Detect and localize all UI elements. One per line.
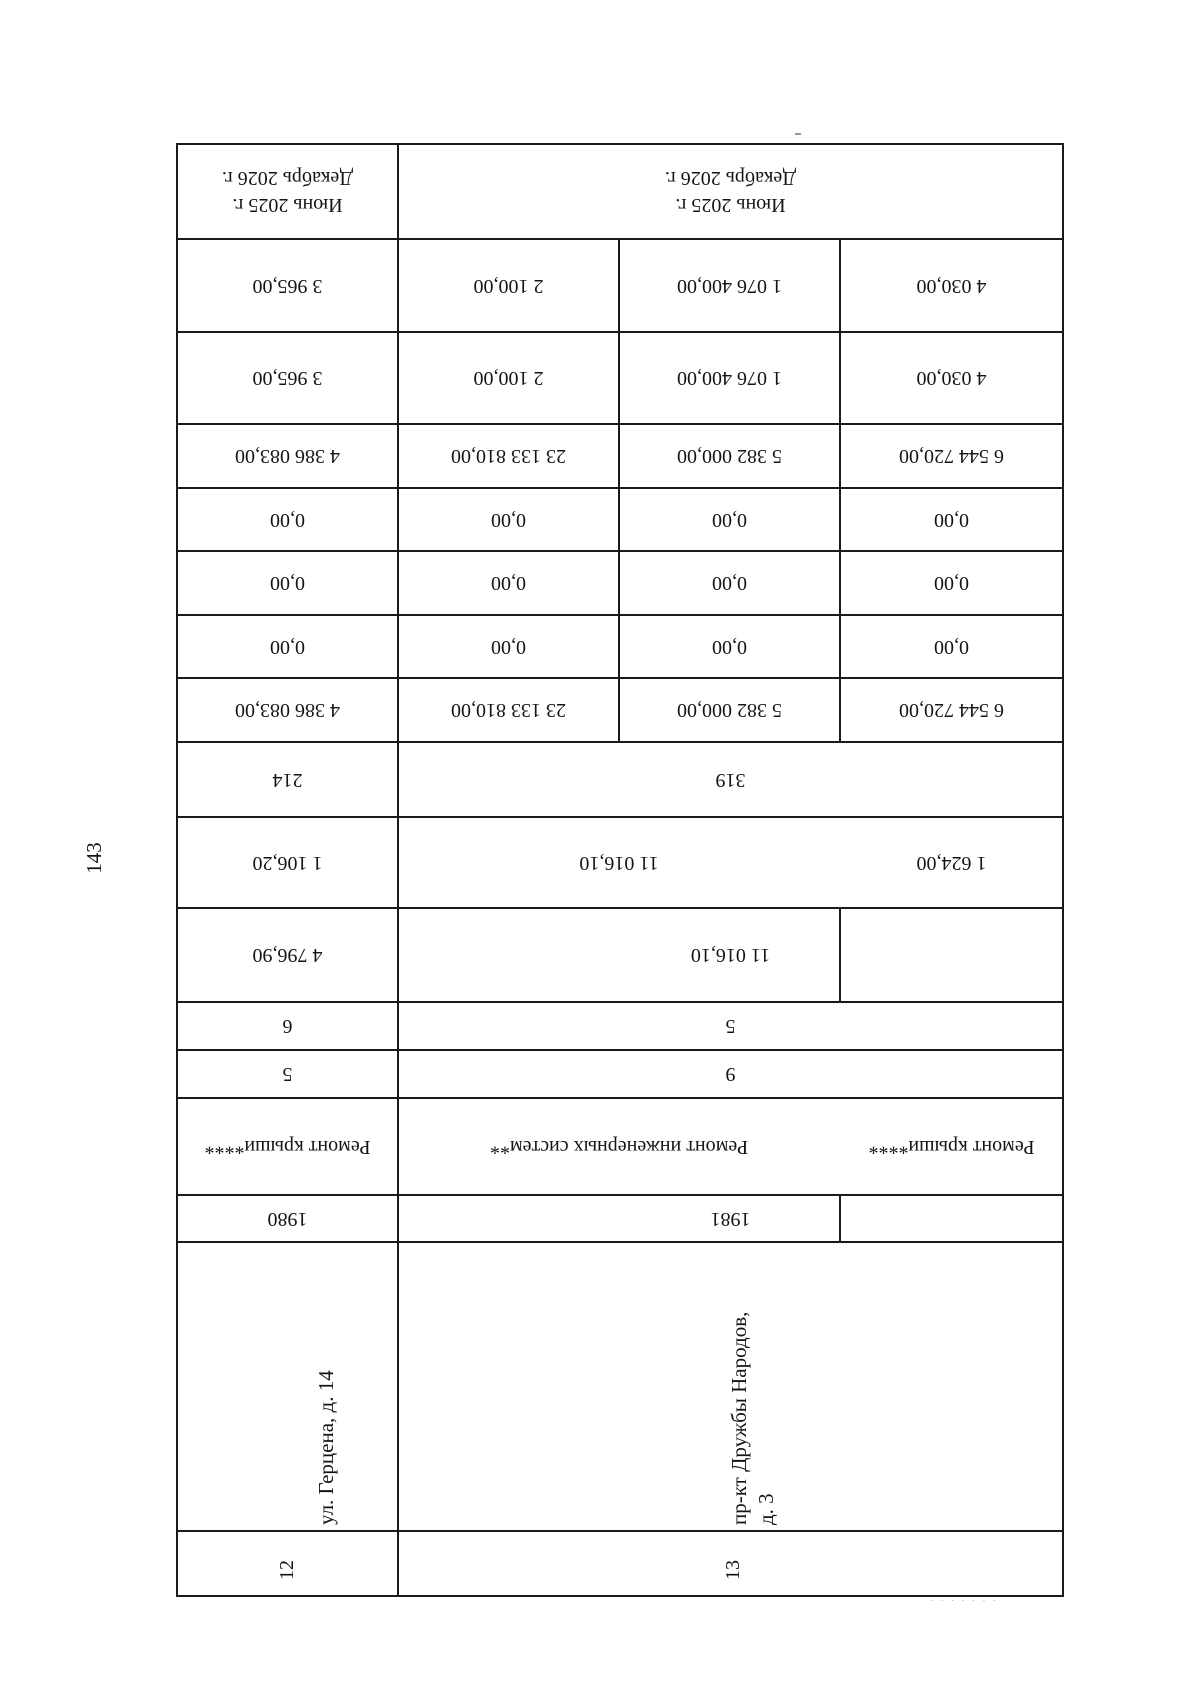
total-cost-cell: 6 544 720,00 [899, 445, 1004, 468]
cost-cell: 2 100,00 [473, 367, 544, 390]
row-number-13: 13 [721, 1560, 744, 1580]
cost-cell: 4 030,00 [916, 367, 987, 390]
total-cost-cell: 5 382 000,00 [677, 699, 782, 722]
zero-cell: 0,00 [270, 572, 305, 595]
total-cost-cell: 4 386 083,00 [235, 445, 340, 468]
cost-cell: 1 076 400,00 [677, 275, 782, 297]
schedule-left-end: Декабрь 2026 г. [221, 167, 354, 190]
zero-cell: 0,00 [712, 509, 747, 531]
total-cost-cell: 5 382 000,00 [677, 445, 782, 468]
scan-speck [795, 133, 801, 135]
address-12 [280, 1125, 340, 1525]
area-cell: 4 796,90 [252, 944, 323, 967]
schedule-cell-right [399, 145, 1062, 238]
address-13 [710, 1125, 780, 1525]
address-12-text: ул. Герцена, д. 14 [314, 1370, 338, 1525]
scan-artifact: · · · · · · · [930, 1595, 999, 1607]
zero-cell: 0,00 [270, 509, 305, 531]
schedule-left-start: Июнь 2025 г. [232, 194, 343, 217]
cost-cell: 3 965,00 [252, 275, 323, 297]
floors-cell: 6 [282, 1015, 293, 1038]
zero-cell: 0,00 [712, 572, 747, 595]
schedule-right-end: Декабрь 2026 г. [664, 167, 797, 190]
zero-cell: 0,00 [712, 636, 747, 658]
count-cell: 319 [715, 769, 746, 791]
cost-cell: 1 076 400,00 [677, 367, 782, 390]
cost-cell: 3 965,00 [252, 367, 323, 390]
cost-cell: 4 030,00 [916, 275, 987, 297]
area-cell: 11 016,10 [579, 852, 659, 874]
area-cell: 11 016,10 [690, 944, 771, 967]
row-number-12: 12 [275, 1560, 298, 1580]
repair-type-cell: Ремонт крыши**** [868, 1136, 1035, 1158]
cost-cell: 2 100,00 [473, 275, 544, 297]
address-13-line1: пр-кт Дружбы Народов, [727, 1311, 751, 1525]
count-cell: 214 [272, 769, 303, 791]
total-cost-cell: 4 386 083,00 [235, 699, 340, 722]
zero-cell: 0,00 [491, 636, 526, 658]
entrances-cell: 5 [282, 1063, 293, 1086]
zero-cell: 0,00 [934, 509, 969, 531]
floors-cell: 5 [725, 1015, 736, 1038]
total-cost-cell: 23 133 810,00 [451, 699, 566, 722]
entrances-cell: 9 [725, 1063, 736, 1086]
build-year-cell: 1980 [267, 1208, 308, 1230]
area-cell: 1 106,20 [252, 852, 323, 874]
zero-cell: 0,00 [491, 572, 526, 595]
area-cell: 1 624,00 [916, 852, 987, 874]
total-cost-cell: 23 133 810,00 [451, 445, 566, 468]
zero-cell: 0,00 [491, 509, 526, 531]
repair-type-cell: Ремонт крыши**** [204, 1136, 371, 1158]
zero-cell: 0,00 [270, 636, 305, 658]
total-cost-cell: 6 544 720,00 [899, 699, 1004, 722]
page-number: 143 [82, 842, 106, 874]
schedule-right-start: Июнь 2025 г. [675, 194, 786, 217]
address-13-line2: д. 3 [754, 1493, 778, 1525]
zero-cell: 0,00 [934, 636, 969, 658]
repair-type-cell: Ремонт инженерных систем** [489, 1136, 749, 1158]
build-year-cell: 1981 [710, 1208, 751, 1230]
zero-cell: 0,00 [934, 572, 969, 595]
repair-schedule-table [176, 143, 1064, 1597]
schedule-cell-left [178, 145, 397, 238]
